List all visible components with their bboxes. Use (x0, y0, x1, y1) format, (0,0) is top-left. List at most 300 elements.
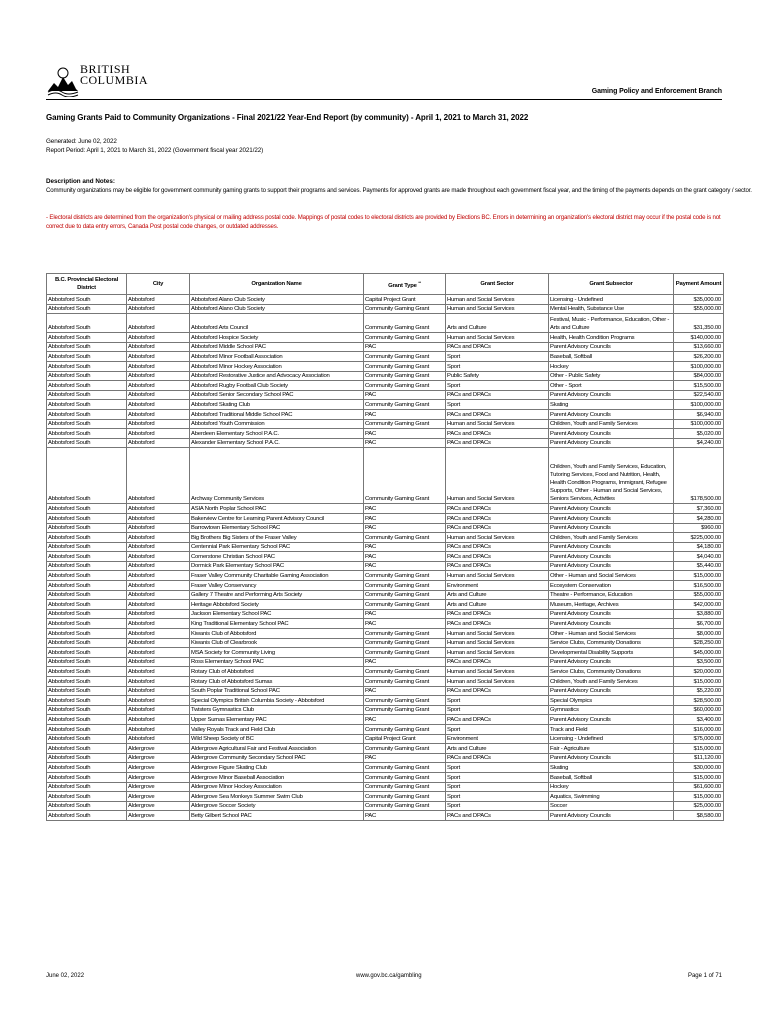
table-row (47, 734, 724, 744)
cell-payment-amount: $84,000.00 (674, 371, 724, 381)
cell-grant-subsector: Baseball, Softball (549, 772, 674, 782)
cell-grant-subsector: Parent Advisory Councils (549, 504, 674, 514)
cell-grant-type: PAC (364, 619, 446, 629)
cell-grant-sector: Human and Social Services (446, 571, 549, 581)
cell-grant-sector: Sport (446, 772, 549, 782)
cell-payment-amount: $3,500.00 (674, 657, 724, 667)
cell-grant-type: Community Gaming Grant (364, 667, 446, 677)
cell-organization: Upper Sumas Elementary PAC (190, 715, 364, 725)
table-row (47, 619, 724, 629)
cell-organization: Abbotsford Rugby Football Club Society (190, 381, 364, 391)
cell-grant-sector: Sport (446, 705, 549, 715)
cell-grant-type: PAC (364, 657, 446, 667)
cell-payment-amount: $15,000.00 (674, 571, 724, 581)
cell-organization: Centennial Park Elementary School PAC (190, 542, 364, 552)
cell-grant-sector: Human and Social Services (446, 533, 549, 543)
table-row (47, 715, 724, 725)
cell-grant-subsector: Skating (549, 763, 674, 773)
cell-grant-sector: PACs and DPACs (446, 429, 549, 439)
cell-grant-sector: PACs and DPACs (446, 657, 549, 667)
col-organization: Organization Name (190, 274, 364, 295)
cell-payment-amount: $100,000.00 (674, 400, 724, 410)
cell-city: Abbotsford (127, 429, 190, 439)
cell-grant-type: Community Gaming Grant (364, 782, 446, 792)
cell-organization: Rotary Club of Abbotsford Sumas (190, 677, 364, 687)
cell-grant-sector: PACs and DPACs (446, 409, 549, 419)
cell-grant-sector: PACs and DPACs (446, 390, 549, 400)
cell-grant-type: PAC (364, 438, 446, 448)
cell-electoral-district: Abbotsford South (47, 629, 127, 639)
report-period: Report Period: April 1, 2021 to March 31, 2022 (Government fiscal year 2021/22) (46, 146, 264, 154)
cell-organization: Gallery 7 Theatre and Performing Arts Society (190, 590, 364, 600)
cell-grant-type: PAC (364, 390, 446, 400)
cell-grant-subsector: Parent Advisory Councils (549, 342, 674, 352)
cell-grant-sector: Human and Social Services (446, 638, 549, 648)
table-row (47, 448, 724, 504)
cell-city: Abbotsford (127, 381, 190, 391)
cell-electoral-district: Abbotsford South (47, 504, 127, 514)
cell-grant-sector: Public Safety (446, 371, 549, 381)
cell-city: Abbotsford (127, 352, 190, 362)
cell-electoral-district: Abbotsford South (47, 361, 127, 371)
cell-grant-type: Community Gaming Grant (364, 638, 446, 648)
cell-electoral-district: Abbotsford South (47, 304, 127, 314)
cell-grant-type: PAC (364, 686, 446, 696)
cell-grant-sector: PACs and DPACs (446, 753, 549, 763)
cell-payment-amount: $6,700.00 (674, 619, 724, 629)
cell-grant-subsector: Skating (549, 400, 674, 410)
cell-electoral-district: Abbotsford South (47, 619, 127, 629)
cell-city: Abbotsford (127, 677, 190, 687)
cell-city: Abbotsford (127, 304, 190, 314)
cell-grant-sector: Environment (446, 734, 549, 744)
cell-grant-subsector: Parent Advisory Councils (549, 811, 674, 821)
cell-organization: Twisters Gymnastics Club (190, 705, 364, 715)
col-grant-sector: Grant Sector (446, 274, 549, 295)
cell-city: Abbotsford (127, 734, 190, 744)
cell-grant-subsector: Service Clubs, Community Donations (549, 638, 674, 648)
cell-grant-subsector: Children, Youth and Family Services (549, 419, 674, 429)
cell-grant-sector: PACs and DPACs (446, 342, 549, 352)
cell-organization: South Poplar Traditional School PAC (190, 686, 364, 696)
cell-grant-sector: PACs and DPACs (446, 552, 549, 562)
cell-grant-subsector: Aquatics, Swimming (549, 792, 674, 802)
cell-electoral-district: Abbotsford South (47, 513, 127, 523)
cell-electoral-district: Abbotsford South (47, 400, 127, 410)
cell-organization: Big Brothers Big Sisters of the Fraser Valley (190, 533, 364, 543)
cell-grant-subsector: Fair - Agriculture (549, 744, 674, 754)
col-electoral-district: B.C. Provincial Electoral District (47, 274, 127, 295)
cell-payment-amount: $16,500.00 (674, 581, 724, 591)
cell-organization: Kiwanis Club of Abbotsford (190, 629, 364, 639)
cell-grant-type: Community Gaming Grant (364, 352, 446, 362)
cell-grant-subsector: Parent Advisory Councils (549, 753, 674, 763)
cell-payment-amount: $15,000.00 (674, 772, 724, 782)
table-row (47, 419, 724, 429)
cell-grant-type: Community Gaming Grant (364, 361, 446, 371)
cell-grant-type: PAC (364, 715, 446, 725)
table-row (47, 513, 724, 523)
cell-grant-subsector: Children, Youth and Family Services (549, 677, 674, 687)
cell-electoral-district: Abbotsford South (47, 552, 127, 562)
cell-grant-subsector: Parent Advisory Councils (549, 542, 674, 552)
cell-grant-sector: PACs and DPACs (446, 504, 549, 514)
cell-organization: Fraser Valley Conservancy (190, 581, 364, 591)
cell-grant-sector: Human and Social Services (446, 667, 549, 677)
cell-grant-subsector: Parent Advisory Councils (549, 552, 674, 562)
cell-payment-amount: $13,660.00 (674, 342, 724, 352)
cell-grant-subsector: Gymnastics (549, 705, 674, 715)
cell-grant-type: Community Gaming Grant (364, 371, 446, 381)
cell-electoral-district: Abbotsford South (47, 448, 127, 504)
cell-electoral-district: Abbotsford South (47, 734, 127, 744)
cell-payment-amount: $3,880.00 (674, 609, 724, 619)
cell-grant-subsector: Festival, Music - Performance, Education, Other - Arts and Culture (549, 314, 674, 333)
table-row (47, 561, 724, 571)
cell-grant-subsector: Theatre - Performance, Education (549, 590, 674, 600)
cell-electoral-district: Abbotsford South (47, 715, 127, 725)
footer-url[interactable]: www.gov.bc.ca/gambling (356, 973, 422, 979)
cell-city: Abbotsford (127, 638, 190, 648)
cell-city: Abbotsford (127, 552, 190, 562)
cell-payment-amount: $16,000.00 (674, 724, 724, 734)
cell-grant-type: PAC (364, 609, 446, 619)
table-row (47, 581, 724, 591)
cell-grant-subsector: Children, Youth and Family Services, Education, Tutoring Services, Food and Nutrition, Health, Health Condition Programs, Immigrant, Refugee Supports, Other - Human and Social Services, Seniors Services, Activities (549, 448, 674, 504)
cell-city: Abbotsford (127, 619, 190, 629)
cell-organization: Aldergrove Minor Hockey Association (190, 782, 364, 792)
cell-grant-subsector: Parent Advisory Councils (549, 657, 674, 667)
cell-electoral-district: Abbotsford South (47, 409, 127, 419)
cell-payment-amount: $25,000.00 (674, 801, 724, 811)
cell-electoral-district: Abbotsford South (47, 792, 127, 802)
cell-electoral-district: Abbotsford South (47, 696, 127, 706)
cell-organization: Archway Community Services (190, 448, 364, 504)
cell-grant-subsector: Ecosystem Conservation (549, 581, 674, 591)
cell-payment-amount: $225,000.00 (674, 533, 724, 543)
cell-grant-type: PAC (364, 429, 446, 439)
table-row (47, 361, 724, 371)
cell-grant-subsector: Museum, Heritage, Archives (549, 600, 674, 610)
cell-grant-subsector: Other - Sport (549, 381, 674, 391)
cell-electoral-district: Abbotsford South (47, 381, 127, 391)
cell-city: Abbotsford (127, 657, 190, 667)
cell-grant-subsector: Hockey (549, 361, 674, 371)
cell-grant-type: PAC (364, 523, 446, 533)
cell-electoral-district: Abbotsford South (47, 429, 127, 439)
cell-payment-amount: $28,250.00 (674, 638, 724, 648)
cell-organization: Aldergrove Sea Monkeys Summer Swim Club (190, 792, 364, 802)
cell-grant-type: Community Gaming Grant (364, 648, 446, 658)
table-row (47, 352, 724, 362)
cell-grant-type: Community Gaming Grant (364, 772, 446, 782)
table-row (47, 295, 724, 305)
cell-organization: Aldergrove Figure Skating Club (190, 763, 364, 773)
table-row (47, 304, 724, 314)
cell-grant-subsector: Licensing - Undefined (549, 734, 674, 744)
footer-page-number: Page 1 of 71 (687, 973, 722, 979)
col-city: City (127, 274, 190, 295)
cell-payment-amount: $42,000.00 (674, 600, 724, 610)
cell-grant-sector: PACs and DPACs (446, 438, 549, 448)
cell-electoral-district: Abbotsford South (47, 677, 127, 687)
cell-grant-sector: Arts and Culture (446, 590, 549, 600)
cell-electoral-district: Abbotsford South (47, 352, 127, 362)
table-row (47, 782, 724, 792)
table-row (47, 657, 724, 667)
cell-payment-amount: $4,280.00 (674, 513, 724, 523)
cell-payment-amount: $22,540.00 (674, 390, 724, 400)
cell-city: Aldergrove (127, 772, 190, 782)
cell-electoral-district: Abbotsford South (47, 523, 127, 533)
table-row (47, 429, 724, 439)
cell-organization: Rotary Club of Abbotsford (190, 667, 364, 677)
cell-grant-type: Community Gaming Grant (364, 448, 446, 504)
cell-electoral-district: Abbotsford South (47, 772, 127, 782)
table-row (47, 811, 724, 821)
cell-organization: Ross Elementary School PAC (190, 657, 364, 667)
cell-electoral-district: Abbotsford South (47, 438, 127, 448)
cell-organization: ASIA North Poplar School PAC (190, 504, 364, 514)
cell-grant-sector: Sport (446, 696, 549, 706)
cell-city: Aldergrove (127, 811, 190, 821)
cell-organization: Aberdeen Elementary School P.A.C. (190, 429, 364, 439)
cell-city: Abbotsford (127, 667, 190, 677)
cell-grant-subsector: Parent Advisory Councils (549, 390, 674, 400)
cell-grant-subsector: Special Olympics (549, 696, 674, 706)
table-row (47, 677, 724, 687)
cell-electoral-district: Abbotsford South (47, 744, 127, 754)
cell-grant-sector: Sport (446, 381, 549, 391)
cell-grant-subsector: Baseball, Softball (549, 352, 674, 362)
cell-electoral-district: Abbotsford South (47, 724, 127, 734)
cell-grant-sector: PACs and DPACs (446, 561, 549, 571)
cell-city: Abbotsford (127, 409, 190, 419)
cell-city: Aldergrove (127, 782, 190, 792)
cell-grant-subsector: Parent Advisory Councils (549, 715, 674, 725)
cell-electoral-district: Abbotsford South (47, 561, 127, 571)
cell-electoral-district: Abbotsford South (47, 533, 127, 543)
cell-organization: Abbotsford Arts Council (190, 314, 364, 333)
cell-grant-sector: PACs and DPACs (446, 686, 549, 696)
cell-electoral-district: Abbotsford South (47, 648, 127, 658)
table-body (47, 295, 724, 821)
cell-city: Aldergrove (127, 792, 190, 802)
cell-grant-subsector: Parent Advisory Councils (549, 523, 674, 533)
table-row (47, 792, 724, 802)
cell-electoral-district: Abbotsford South (47, 581, 127, 591)
cell-city: Abbotsford (127, 513, 190, 523)
cell-city: Aldergrove (127, 753, 190, 763)
cell-grant-subsector: Children, Youth and Family Services (549, 533, 674, 543)
cell-grant-type: Community Gaming Grant (364, 314, 446, 333)
cell-payment-amount: $100,000.00 (674, 419, 724, 429)
cell-grant-subsector: Parent Advisory Councils (549, 609, 674, 619)
cell-electoral-district: Abbotsford South (47, 753, 127, 763)
description-text: Community organizations may be eligible for government community gaming grants to support their programs and services. Payments for approved grants are made throughout each government fiscal year, and the timing of the payments depends on the grant category / sector. (46, 187, 752, 194)
cell-city: Abbotsford (127, 590, 190, 600)
cell-payment-amount: $15,000.00 (674, 677, 724, 687)
cell-grant-sector: PACs and DPACs (446, 619, 549, 629)
cell-city: Abbotsford (127, 333, 190, 343)
table-row (47, 724, 724, 734)
cell-payment-amount: $5,020.00 (674, 429, 724, 439)
cell-city: Abbotsford (127, 561, 190, 571)
cell-grant-subsector: Parent Advisory Councils (549, 429, 674, 439)
cell-organization: Barrowtown Elementary School PAC (190, 523, 364, 533)
cell-electoral-district: Abbotsford South (47, 390, 127, 400)
cell-organization: Abbotsford Restorative Justice and Advocacy Association (190, 371, 364, 381)
cell-payment-amount: $15,500.00 (674, 381, 724, 391)
table-row (47, 648, 724, 658)
cell-payment-amount: $7,360.00 (674, 504, 724, 514)
cell-city: Aldergrove (127, 744, 190, 754)
table-row (47, 333, 724, 343)
report-title: Gaming Grants Paid to Community Organizations - Final 2021/22 Year-End Report (by community) - April 1, 2021 to March 31, 2022 (46, 113, 529, 122)
cell-grant-type: PAC (364, 513, 446, 523)
cell-electoral-district: Abbotsford South (47, 600, 127, 610)
col-payment-amount: Payment Amount (674, 274, 724, 295)
cell-grant-type: Capital Project Grant (364, 295, 446, 305)
cell-organization: Cornerstone Christian School PAC (190, 552, 364, 562)
cell-organization: Abbotsford Senior Secondary School PAC (190, 390, 364, 400)
cell-grant-type: Community Gaming Grant (364, 304, 446, 314)
cell-organization: Abbotsford Middle School PAC (190, 342, 364, 352)
cell-city: Abbotsford (127, 523, 190, 533)
cell-city: Abbotsford (127, 342, 190, 352)
cell-grant-sector: PACs and DPACs (446, 715, 549, 725)
cell-grant-type: Community Gaming Grant (364, 333, 446, 343)
table-row (47, 763, 724, 773)
table-row (47, 571, 724, 581)
cell-grant-type: Community Gaming Grant (364, 696, 446, 706)
cell-grant-subsector: Developmental Disability Supports (549, 648, 674, 658)
cell-organization: Abbotsford Traditional Middle School PAC (190, 409, 364, 419)
cell-grant-type: Community Gaming Grant (364, 677, 446, 687)
cell-payment-amount: $960.00 (674, 523, 724, 533)
cell-organization: Valley Royals Track and Field Club (190, 724, 364, 734)
cell-grant-subsector: Parent Advisory Councils (549, 409, 674, 419)
cell-city: Abbotsford (127, 314, 190, 333)
cell-grant-sector: Sport (446, 352, 549, 362)
report-meta (46, 138, 263, 155)
col-grant-subsector: Grant Subsector (549, 274, 674, 295)
cell-payment-amount: $35,000.00 (674, 295, 724, 305)
table-row (47, 438, 724, 448)
logo-wordmark: BRITISH COLUMBIA (80, 62, 149, 87)
cell-grant-subsector: Parent Advisory Councils (549, 513, 674, 523)
electoral-footnote: - Electoral districts are determined from the organization's physical or mailing address postal code. Mappings of postal codes to electoral districts are provided by Elections BC. Errors in determining an organization's electoral district may occur if the postal code is not correct due to data entry errors, Canada Post postal code changes, or outdated addresses. (46, 214, 721, 230)
cell-grant-subsector: Parent Advisory Councils (549, 561, 674, 571)
cell-city: Abbotsford (127, 600, 190, 610)
cell-city: Abbotsford (127, 533, 190, 543)
cell-payment-amount: $4,040.00 (674, 552, 724, 562)
cell-grant-type: Community Gaming Grant (364, 744, 446, 754)
cell-grant-type: Community Gaming Grant (364, 381, 446, 391)
cell-electoral-district: Abbotsford South (47, 419, 127, 429)
cell-city: Abbotsford (127, 581, 190, 591)
cell-electoral-district: Abbotsford South (47, 811, 127, 821)
cell-grant-type: Community Gaming Grant (364, 600, 446, 610)
table-row (47, 686, 724, 696)
cell-organization: Abbotsford Youth Commission (190, 419, 364, 429)
cell-payment-amount: $11,120.00 (674, 753, 724, 763)
cell-grant-type: PAC (364, 753, 446, 763)
cell-organization: Special Olympics British Columbia Society - Abbotsford (190, 696, 364, 706)
cell-electoral-district: Abbotsford South (47, 686, 127, 696)
cell-payment-amount: $30,000.00 (674, 763, 724, 773)
cell-grant-sector: Human and Social Services (446, 295, 549, 305)
cell-city: Aldergrove (127, 763, 190, 773)
cell-grant-type: PAC (364, 552, 446, 562)
table-header-row (47, 274, 724, 295)
cell-grant-sector: PACs and DPACs (446, 523, 549, 533)
cell-electoral-district: Abbotsford South (47, 295, 127, 305)
footer-date: June 02, 2022 (46, 973, 85, 979)
cell-payment-amount: $75,000.00 (674, 734, 724, 744)
cell-grant-sector: Sport (446, 724, 549, 734)
cell-grant-type: Community Gaming Grant (364, 801, 446, 811)
cell-organization: Heritage Abbotsford Society (190, 600, 364, 610)
cell-payment-amount: $5,220.00 (674, 686, 724, 696)
table-row (47, 705, 724, 715)
cell-grant-type: Community Gaming Grant (364, 705, 446, 715)
cell-payment-amount: $15,000.00 (674, 792, 724, 802)
col-grant-type: Grant Type ** (364, 274, 446, 295)
cell-grant-subsector: Parent Advisory Councils (549, 686, 674, 696)
cell-city: Abbotsford (127, 400, 190, 410)
cell-grant-type: Community Gaming Grant (364, 571, 446, 581)
cell-city: Abbotsford (127, 438, 190, 448)
cell-grant-type: Community Gaming Grant (364, 533, 446, 543)
cell-electoral-district: Abbotsford South (47, 590, 127, 600)
table-row (47, 600, 724, 610)
cell-organization: MSA Society for Community Living (190, 648, 364, 658)
cell-organization: Aldergrove Minor Baseball Association (190, 772, 364, 782)
cell-grant-type: PAC (364, 561, 446, 571)
table-row (47, 744, 724, 754)
cell-city: Abbotsford (127, 609, 190, 619)
cell-grant-subsector: Other - Public Safety (549, 371, 674, 381)
cell-grant-sector: Sport (446, 792, 549, 802)
table-row (47, 629, 724, 639)
cell-electoral-district: Abbotsford South (47, 667, 127, 677)
cell-grant-subsector: Track and Field (549, 724, 674, 734)
cell-city: Abbotsford (127, 686, 190, 696)
cell-organization: Jackson Elementary School PAC (190, 609, 364, 619)
cell-organization: Betty Gilbert School PAC (190, 811, 364, 821)
cell-grant-type: Capital Project Grant (364, 734, 446, 744)
table-row (47, 400, 724, 410)
cell-city: Abbotsford (127, 629, 190, 639)
cell-grant-sector: PACs and DPACs (446, 513, 549, 523)
cell-city: Abbotsford (127, 705, 190, 715)
cell-city: Abbotsford (127, 390, 190, 400)
cell-grant-sector: Sport (446, 361, 549, 371)
cell-city: Abbotsford (127, 715, 190, 725)
cell-payment-amount: $100,000.00 (674, 361, 724, 371)
cell-electoral-district: Abbotsford South (47, 705, 127, 715)
cell-electoral-district: Abbotsford South (47, 763, 127, 773)
table-row (47, 390, 724, 400)
cell-grant-sector: Human and Social Services (446, 648, 549, 658)
cell-city: Abbotsford (127, 371, 190, 381)
cell-grant-sector: PACs and DPACs (446, 609, 549, 619)
cell-organization: Dormick Park Elementary School PAC (190, 561, 364, 571)
table-row (47, 638, 724, 648)
cell-payment-amount: $140,000.00 (674, 333, 724, 343)
cell-city: Abbotsford (127, 448, 190, 504)
